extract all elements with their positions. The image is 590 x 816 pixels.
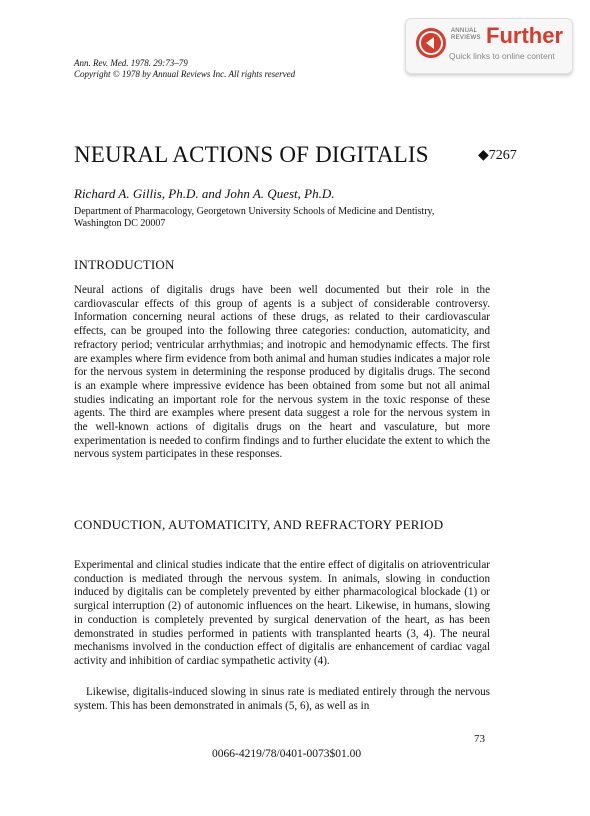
section-heading-conduction: CONDUCTION, AUTOMATICITY, AND REFRACTORY PERIOD [74,517,444,532]
doi-code: 0066-4219/78/0401-0073$01.00 [212,748,362,760]
badge-subtitle: Quick links to online content [449,51,555,61]
copyright-line: Copyright © 1978 by Annual Reviews Inc. All rights reserved [74,69,296,79]
article-title: NEURAL ACTIONS OF DIGITALIS [74,142,429,167]
intro-paragraph: Neural actions of digitalis drugs have been well documented but their role in the cardiovascular effects of this group of agents is a subject of considerable controversy. Information concerning neural actions of these drugs, as related to their cardiovascular effects, can be grouped into the following three categories: conduction, automaticity, and refractory period; ventricular arrhythmias; and inotropic and hemodynamic effects. The first are examples where firm evidence from both animal and human studies indicates a major role for the nervous system in determining the response produced by digitalis drugs. The second is an example where impressive evidence has been obtained from some but not all animal studies indicating an important role for the nervous system in the toxic response of these agents. The third are examples where present data suggest a role for the nervous system in the well-known actions of digitalis drugs on the heart and vasculature, but more experimentation is needed to confirm findings and to further elucidate the extent to which the nervous system participates in these responses. [74,284,490,461]
author-affiliation: Department of Pharmacology, Georgetown University Schools of Medicine and Dentistry, Washington DC 20007 [74,206,435,229]
conduction-paragraph: Experimental and clinical studies indicate that the entire effect of digitalis on atrioventricular conduction is mediated through the nervous system. In animals, slowing in conduction induced by digitalis can be completely prevented by either pharmacological blockade (1) or surgical interruption (2) of autonomic influences on the heart. Likewise, in humans, slowing in conduction is completely prevented by surgical denervation of the heart, as has been demonstrated in studies performed in patients with transplanted hearts (3, 4). The neural mechanisms involved in the conduction effect of digitalis are enhancement of cardiac vagal activity and inhibition of cardiac sympathetic activity (4). [74,559,490,667]
badge-brand-line: ANNUAL [451,28,478,34]
journal-citation-line: Ann. Rev. Med. 1978. 29:73–79 [74,58,188,68]
journal-citation [74,58,295,80]
article-code: ◆7267 [478,148,517,163]
badge-brand [451,28,481,42]
badge-brand-line: REVIEWS [451,35,481,41]
page-number: 73 [474,733,485,745]
section-heading-introduction: INTRODUCTION [74,257,175,272]
further-reviews-badge[interactable] [405,18,573,74]
conduction-paragraph-continued: Likewise, digitalis-induced slowing in sinus rate is mediated entirely through the nervous system. This has been demonstrated in animals (5, 6), as well as in [74,686,490,712]
play-arrow-icon [416,28,446,58]
article-authors: Richard A. Gillis, Ph.D. and John A. Quest, Ph.D. [74,186,335,201]
badge-title: Further [486,23,563,48]
